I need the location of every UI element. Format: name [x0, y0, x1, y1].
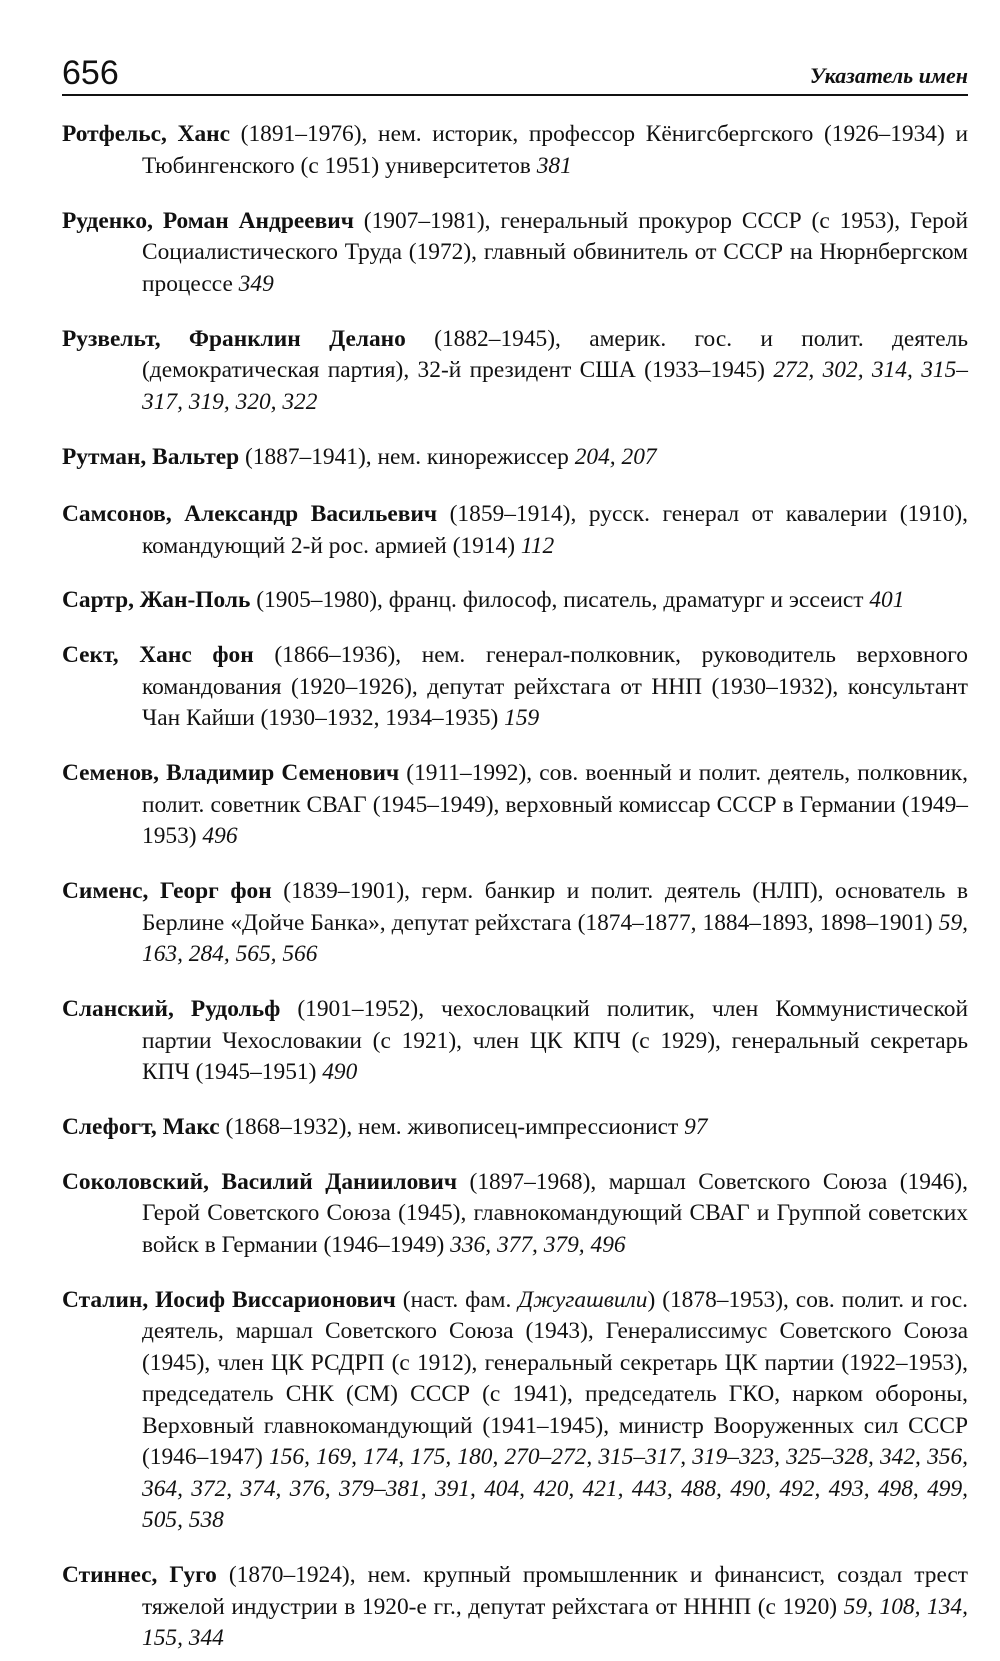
entry-text-pre: (наст. фам. — [395, 1286, 519, 1313]
entry-text: (1907–1981), генеральный прокурор СССР (с 1953), Герой Социалистического Труда (1972), главный обвинитель от СССР на Нюрнбергском процессе — [142, 207, 968, 297]
entry-pages: 159 — [504, 705, 540, 732]
entry-name: Руденко, Роман Андреевич — [62, 207, 354, 234]
entry-pages: 496 — [202, 823, 238, 850]
entry-name: Семенов, Владимир Семенович — [62, 760, 400, 787]
entry-pages: 156, 169, 174, 175, 180, 270–272, 315–317, 319–323, 325–328, 342, 356, 364, 372, 374, 376, 379–381, 391, 404, 420, 421, 443, 488, 490, 492, 493, 498, 499, 505, 538 — [142, 1444, 968, 1534]
entry-pages: 490 — [322, 1059, 358, 1086]
entry-pages: 112 — [520, 532, 555, 559]
entry-pages: 349 — [238, 270, 274, 297]
entry-text: (1859–1914), русск. генерал от кавалерии (1910), командующий 2-й рос. армией (1914) — [142, 501, 968, 559]
index-entry — [62, 499, 968, 562]
entry-name: Сименс, Георг фон — [62, 878, 272, 905]
entry-text: (1897–1968), маршал Советского Союза (1946), Герой Советского Союза (1945), главнокомандующий СВАГ и Группой советских войск в Германии (1946–1949) — [142, 1168, 968, 1258]
index-entry — [62, 1285, 968, 1537]
index-entry — [62, 585, 968, 617]
index-entry — [62, 1167, 968, 1262]
entry-pages: 401 — [869, 587, 905, 614]
entry-text: ) (1878–1953), сов. полит. и гос. деятель, маршал Советского Союза (1943), Генералиссимус Советского Союза (1945), член ЦК РСДРП (с 1912), генеральный секретарь ЦК партии (1922–1953), председатель СНК (СМ) СССР (с 1941), председатель ГКО, нарком обороны, Верховный главнокомандующий (1941–1945), министр Вооруженных сил СССР (1946–1947) — [142, 1286, 968, 1471]
entry-text: (1891–1976), нем. историк, профессор Кёнигсбергского (1926–1934) и Тюбингенского (с 1951) университетов — [142, 121, 968, 179]
entry-name: Сект, Ханс фон — [62, 642, 254, 669]
entry-text: (1839–1901), герм. банкир и полит. деятель (НЛП), основатель в Берлине «Дойче Банка», депутат рейхстага (1874–1877, 1884–1893, 1898–1901) — [142, 878, 969, 936]
page-number: 656 — [62, 54, 119, 92]
entry-name: Сартр, Жан-Поль — [62, 587, 251, 614]
entry-text: (1870–1924), нем. крупный промышленник и финансист, создал трест тяжелой индустрии в 1920-е гг., депутат рейхстага от НННП (с 1920) — [142, 1562, 969, 1620]
index-entry — [62, 119, 968, 182]
entry-text: (1901–1952), чехословацкий политик, член Коммунистической партии Чехословакии (с 1921), член ЦК КПЧ (с 1929), генеральный секретарь КПЧ (1945–1951) — [142, 996, 968, 1086]
entry-pages: 204, 207 — [574, 443, 657, 470]
name-index-list — [62, 119, 968, 1654]
index-entry — [62, 442, 968, 474]
entry-text: (1882–1945), америк. гос. и полит. деятель (демократическая партия), 32-й президент США (1933–1945) — [142, 325, 968, 384]
entry-name: Рутман, Вальтер — [62, 443, 240, 470]
entry-pages: 272, 302, 314, 315–317, 319, 320, 322 — [142, 357, 968, 415]
entry-pages: 59, 163, 284, 565, 566 — [142, 909, 968, 968]
entry-name: Стиннес, Гуго — [62, 1562, 217, 1589]
entry-name: Самсонов, Александр Васильевич — [62, 501, 438, 528]
entry-pages: 59, 108, 134, 155, 344 — [142, 1593, 968, 1652]
index-page — [62, 38, 968, 1661]
entry-text: (1911–1992), сов. военный и полит. деятель, полковник, полит. советник СВАГ (1945–1949), верховный комиссар СССР в Германии (1949–1953) — [142, 760, 968, 850]
page-header — [62, 38, 968, 96]
index-entry — [62, 758, 968, 853]
entry-text: (1868–1932), нем. живописец-импрессионист — [219, 1113, 685, 1140]
index-entry — [62, 876, 968, 971]
entry-pages: 381 — [536, 152, 572, 179]
index-entry — [62, 206, 968, 301]
entry-name: Сталин, Иосиф Виссарионович — [62, 1286, 396, 1313]
entry-alt-name: Джугашвили — [518, 1286, 648, 1313]
entry-name: Соколовский, Василий Даниилович — [62, 1168, 458, 1195]
entry-text: (1905–1980), франц. философ, писатель, драматург и эссеист — [250, 587, 870, 614]
entry-text: (1887–1941), нем. кинорежиссер — [239, 443, 575, 470]
index-entry — [62, 1112, 968, 1144]
running-head: Указатель имен — [809, 63, 968, 88]
entry-name: Рузвельт, Франклин Делано — [62, 325, 406, 352]
index-entry — [62, 1560, 968, 1655]
entry-text: (1866–1936), нем. генерал-полковник, руководитель верховного командования (1920–1926), депутат рейхстага от ННП (1930–1932), консультант Чан Кайши (1930–1932, 1934–1935) — [142, 642, 968, 732]
entry-name: Слефогт, Макс — [62, 1113, 220, 1140]
entry-pages: 97 — [684, 1113, 708, 1140]
entry-name: Ротфельс, Ханс — [62, 121, 230, 148]
index-entry — [62, 324, 968, 419]
entry-name: Сланский, Рудольф — [62, 996, 281, 1023]
index-entry — [62, 994, 968, 1089]
index-entry — [62, 640, 968, 735]
entry-pages: 336, 377, 379, 496 — [450, 1231, 626, 1258]
